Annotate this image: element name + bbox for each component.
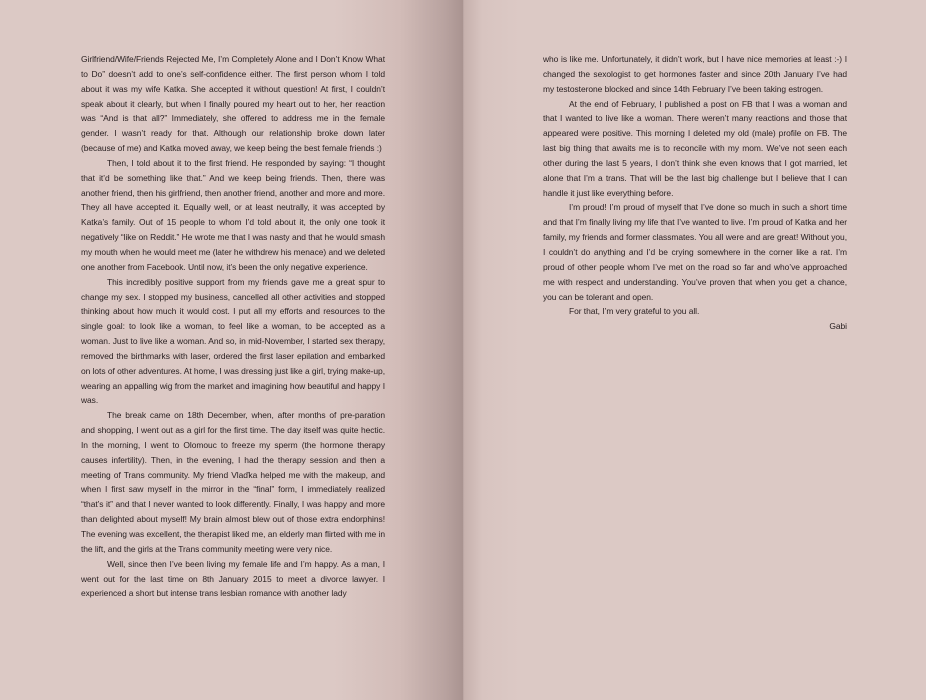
signature: Gabi bbox=[829, 321, 847, 332]
paragraph: who is like me. Unfortunately, it didn’t work, but I have nice memories at least :-) I changed the sexologist to get hormones faster and since 20th January I’ve had my testosterone blocked and since 14th February I’ve been taking estrogen. bbox=[543, 54, 847, 94]
paragraph: Well, since then I’ve been living my female life and I’m happy. As a man, I went out for the last time on 8th January 2015 to meet a divorce lawyer. I experienced a short but intense trans lesbian romance with another lady bbox=[81, 558, 385, 599]
right-page-text bbox=[543, 52, 847, 334]
paragraph: This incredibly positive support from my friends gave me a great spur to change my sex. I stopped my business, cancelled all other activities and stopped thinking about how much it would cost. I put all my efforts and resources to the single goal: to look like a woman, to feel like a woman, to be accepted as a woman. Just to live like a woman. And so, in mid-November, I started sex therapy, removed the birthmarks with laser, ordered the first laser epilation and embarked on lots of other adventures. At home, I was dressing just like a girl, trying make-up, wearing an appalling wig from the market and imagining how beautiful and happy I was. bbox=[81, 276, 385, 406]
paragraph: I’m proud! I’m proud of myself that I’ve done so much in such a short time and that I’m finally living my life that I’ve wanted to live. I’m proud of Katka and her family, my friends and former classmates. You all were and are great! Without you, I couldn’t do anything and I’d be crying somewhere in the corner like a rat. I’m proud of other people whom I’ve met on the road so far and who’ve approached me with respect and understanding. You’ve proven that when you get a chance, you can be tolerant and open. bbox=[543, 202, 847, 302]
paragraph: For that, I’m very grateful to you all. bbox=[569, 306, 700, 317]
left-page-text bbox=[81, 52, 385, 601]
paragraph: At the end of February, I published a post on FB that I was a woman and that I wanted to live like a woman. There weren’t many reactions and those that appeared were positive. This morning I deleted my old (male) profile on FB. The last big thing that awaits me is to reconcile with my mom. We’ve not seen each other during the last 5 years, I don’t think she even knows that I got married, let alone that I’m a trans. That will be the last big challenge but I believe that I can handle it just like everything before. bbox=[543, 98, 847, 198]
paragraph: Girlfriend/Wife/Friends Rejected Me, I’m Completely Alone and I Don’t Know What to Do” doesn’t add to one’s self-confidence either. The first person whom I told about it was my wife Katka. She accepted it without question! At first, I couldn’t speak about it clearly, but when I finally poured my heart out to her, her reaction was “And is that all?” Immediately, she offered to address me in the female gender. I wasn’t ready for that. Although our relationship broke down later (because of me) and Katka moved away, we keep being the best female friends :) bbox=[81, 54, 385, 154]
paragraph: Then, I told about it to the first friend. He responded by saying: “I thought that it’d be something like that.” And we keep being friends. Then, there was another friend, then his girlfriend, then another friend, another and more and more. They all have accepted it. Equally well, or at least neutrally, it was accepted by Katka’s family. Out of 15 people to whom I’d told about it, the only one took it negatively “like on Reddit.” He wrote me that I was nasty and that he would smash my mouth when he would meet me (later he withdrew his menace) and we deleted one another from Facebook. Until now, it’s been the only negative experience. bbox=[81, 157, 385, 272]
paragraph: The break came on 18th December, when, after months of pre-paration and shopping, I went out as a girl for the first time. The day itself was quite hectic. In the morning, I went to Olomouc to freeze my sperm (the hormone therapy causes infertility). Then, in the evening, I had the therapy session and then a meeting of Trans community. My friend Vlaďka helped me with the makeup, and when I first saw myself in the mirror in the “final” form, I immediately realized “that’s it” and that I never wanted to look differently. Finally, I was happy and more than delighted about myself! My brain almost blew out of those extra endorphins! The evening was excellent, the therapist liked me, an elderly man flirted with me in the lift, and the girls at the Trans community meeting were very nice. bbox=[81, 410, 385, 554]
